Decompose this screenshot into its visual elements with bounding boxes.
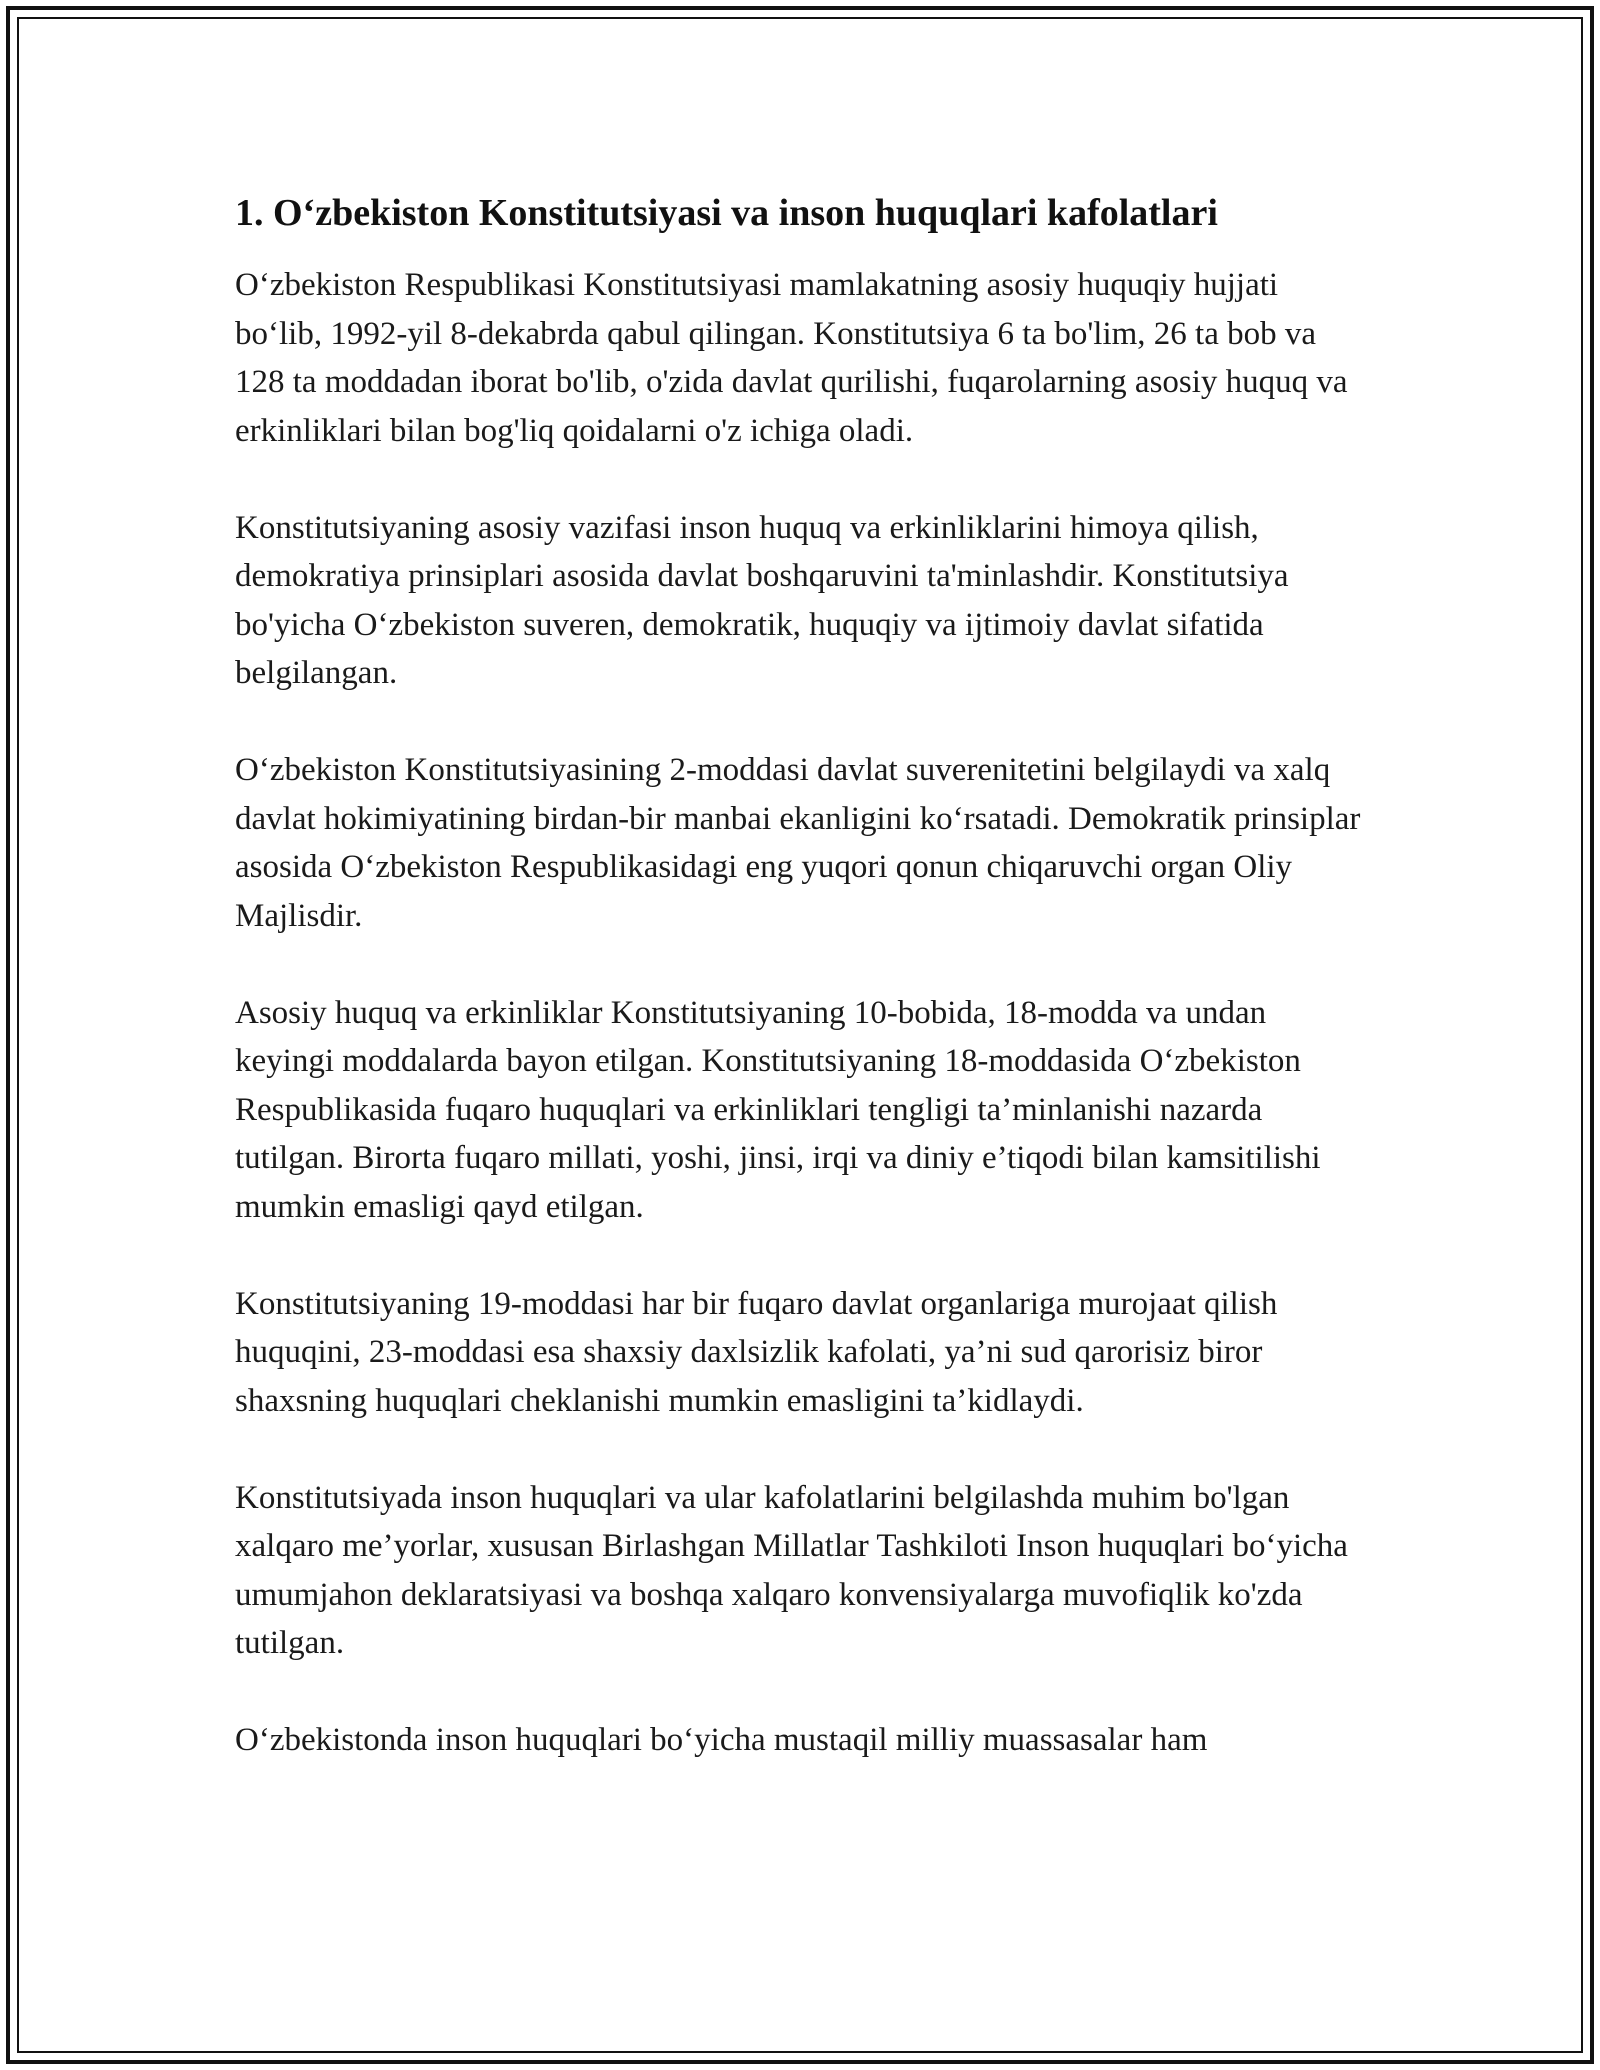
paragraph-6: Konstitutsiyada inson huquqlari va ular kafolatlarini belgilashda muhim bo'lgan xalqaro me’yorlar, xususan Birlashgan Millatlar Tashkiloti Inson huquqlari bo‘yicha umumjahon deklaratsiyasi va boshqa xalqaro konvensiyalarga muvofiqlik ko'zda tutilgan. [235, 1479, 1348, 1661]
paragraph-7: O‘zbekistonda inson huquqlari bo‘yicha mustaqil milliy muassasalar ham [235, 1722, 1208, 1758]
paragraph-5: Konstitutsiyaning 19-moddasi har bir fuqaro davlat organlariga murojaat qilish huquqini, 23-moddasi esa shaxsiy daxlsizlik kafolati, ya’ni sud qarorisiz biror shaxsning huquqlari cheklanishi mumkin emasligini ta’kidlaydi. [235, 1285, 1278, 1419]
section-heading: 1. O‘zbekiston Konstitutsiyasi va inson huquqlari kafolatlari [235, 192, 1218, 234]
paragraph-3: O‘zbekiston Konstitutsiyasining 2-moddasi davlat suverenitetini belgilaydi va xalq davlat hokimiyatining birdan-bir manbai ekanligini ko‘rsatadi. Demokratik prinsiplar asosida O‘zbekiston Respublikasidagi eng yuqori qonun chiqaruvchi organ Oliy Majlisdir. [235, 752, 1361, 934]
paragraph-2: Konstitutsiyaning asosiy vazifasi inson huquq va erkinliklarini himoya qilish, demokratiya prinsiplari asosida davlat boshqaruvini ta'minlashdir. Konstitutsiya bo'yicha O‘zbekiston suveren, demokratik, huquqiy va ijtimoiy davlat sifatida belgilangan. [235, 509, 1289, 691]
paragraph-1: O‘zbekiston Respublikasi Konstitutsiyasi mamlakatning asosiy huquqiy hujjati bo‘lib, 1992-yil 8-dekabrda qabul qilingan. Konstitutsiya 6 ta bo'lim, 26 ta bob va 128 ta moddadan iborat bo'lib, o'zida davlat qurilishi, fuqarolarning asosiy huquq va erkinliklari bilan bog'liq qoidalarni o'z ichiga oladi. [235, 267, 1348, 449]
document-body [235, 185, 1365, 1813]
paragraph-4: Asosiy huquq va erkinliklar Konstitutsiyaning 10-bobida, 18-modda va undan keyingi moddalarda bayon etilgan. Konstitutsiyaning 18-moddasida O‘zbekiston Respublikasida fuqaro huquqlari va erkinliklari tengligi ta’minlanishi nazarda tutilgan. Birorta fuqaro millati, yoshi, jinsi, irqi va diniy e’tiqodi bilan kamsitilishi mumkin emasligi qayd etilgan. [235, 994, 1321, 1225]
